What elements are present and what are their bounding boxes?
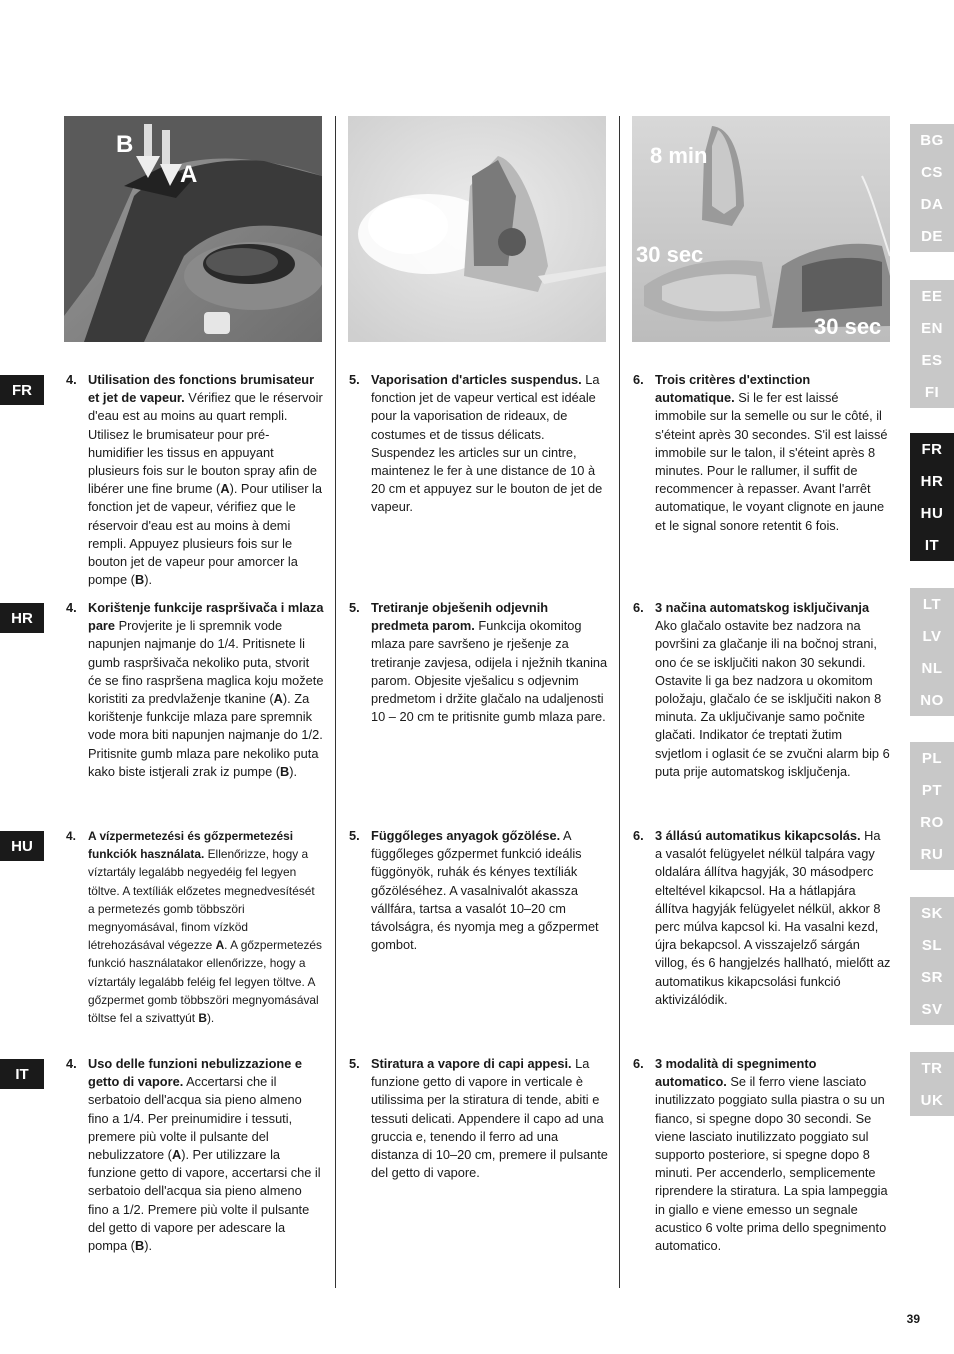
side-lang-nl[interactable]: NL (921, 659, 943, 677)
lang-tab-it: IT (0, 1059, 44, 1089)
column-divider-2 (619, 116, 620, 1288)
side-lang-ru[interactable]: RU (920, 845, 944, 863)
hr-step-5: 5. Tretiranje obješenih odjevnih predmeta parom. Funkcija okomitog mlaza pare savršeno je rješenje za tretiranje zavjesa, odijela i nježnih tkanina parom. Objesite vješalicu s odjevnim predmetom i držite glačalo na udaljenosti 10 – 20 cm te pritisnite gumb mlaza pare. (349, 600, 608, 725)
image-vertical-steam (348, 116, 606, 342)
hu-step-5: 5. Függőleges anyagok gőzölése. A függőleges gőzpermet funkció ideális függönyök, ruhák és kényes textíliák gőzöléséhez. A vasalnivalót akassza vállfára, tartsa a vasalót 10–20 cm távolságra, és nyomja meg a gőzpermet gombot. (349, 828, 599, 953)
side-lang-sk[interactable]: SK (921, 904, 943, 922)
side-lang-pl[interactable]: PL (921, 749, 943, 767)
lang-tab-hu: HU (0, 831, 44, 861)
side-lang-pt[interactable]: PT (921, 781, 943, 799)
side-lang-es[interactable]: ES (921, 351, 943, 369)
side-lang-group-3-active (910, 433, 954, 561)
lang-tab-hr: HR (0, 603, 44, 633)
fr-step-4: 4. Utilisation des fonctions brumisateur et jet de vapeur. Vérifiez que le réservoir d'eau est au moins au quart rempli. Utilisez le brumisateur pour pré-humidifier les tissus en appuyant plusieurs fois sur le bouton spray afin de libérer une fine brume (A). Pour utiliser la fonction jet de vapeur, vérifiez que le réservoir d'eau est au moins à demi rempli. Appuyez plusieurs fois sur le bouton jet de vapeur pour amorcer la pompe (B). (66, 372, 323, 588)
side-lang-group-5 (910, 742, 954, 870)
side-lang-group-6 (910, 897, 954, 1025)
side-lang-en[interactable]: EN (921, 319, 943, 337)
hu-step-6: 6. 3 állású automatikus kikapcsolás. Ha a vasalót felügyelet nélkül talpára vagy oldalára állítva hagyják, 30 másodperc elteltével kikapcsol. Ha a hátlapjára állítva hagyják felügyelet nélkül, akkor 8 perc múlva kapcsol ki. Ha vasalni kezd, újra bekapcsol. A visszajelző sárgán villog, és 6 hangjelzés hallható, mielőtt az automatikus kikapcsolási funkció aktivizálódik. (633, 828, 891, 1007)
label-30-sec-sole: 30 sec (814, 314, 882, 339)
side-lang-group-2 (910, 280, 954, 408)
it-step-4: 4. Uso delle funzioni nebulizzazione e getto di vapore. Accertarsi che il serbatoio dell'acqua sia pieno almeno fino a 1/4. Per preinumidire i tessuti, premere più volte il pulsante del nebulizzatore (A). Per utilizzare la funzione getto di vapore, accertarsi che il serbatoio dell'acqua sia pieno almeno fino a 1/2. Premere più volte il pulsante del getto di vapore per adescare la pompa (B). (66, 1056, 321, 1254)
side-lang-bg[interactable]: BG (920, 131, 944, 149)
side-lang-cs[interactable]: CS (921, 163, 943, 181)
label-30-sec-side: 30 sec (636, 242, 704, 267)
side-lang-group-7 (910, 1052, 954, 1116)
side-lang-lv[interactable]: LV (922, 627, 942, 645)
page-number: 39 (906, 1312, 920, 1326)
side-lang-de[interactable]: DE (921, 227, 943, 245)
side-lang-hu[interactable]: HU (920, 504, 944, 522)
side-lang-ro[interactable]: RO (920, 813, 944, 831)
hr-step-6: 6. 3 načina automatskog isključivanja Ako glačalo ostavite bez nadzora na površini za glačanje ili na bočnoj strani, ono će se isključiti nakon 30 sekundi. Ostavite li ga bez nadzora u okomitom položaju, glačalo će se isključiti nakon 8 minuta. Za uključivanje samo počnite glačati. Indikator će treptati žutim svjetlom i oglasit će se zvučni alarm bip 6 puta prije automatskog isključenja. (633, 600, 890, 779)
side-lang-lt[interactable]: LT (922, 595, 942, 613)
side-lang-sr[interactable]: SR (921, 968, 943, 986)
label-b: B (116, 131, 134, 158)
image-auto-off (632, 116, 890, 342)
hu-step-4: 4. A vízpermetezési és gőzpermetezési funkciók használata. Ellenőrizze, hogy a víztartály legalább negyedéig fel legyen töltve. A textíliák előzetes megnedvesítését a permetezés gomb többszöri megnyomásával, finom vízköd létrehozásával végezze A. A gőzpermetezés funkció használatakor ellenőrizze, hogy a víztartály legalább feléig fel legyen töltve. A gőzpermet gomb többszöri megnyomásával töltse fel a szivattyút B). (66, 829, 322, 1026)
side-lang-group-1 (910, 124, 954, 252)
fr-step-5: 5. Vaporisation d'articles suspendus. La fonction jet de vapeur vertical est idéale pour la vaporisation de rideaux, de costumes et de tissus délicats. Suspendez les articles sur un cintre, maintenez le fer à une distance de 10 à 20 cm et appuyez sur le bouton de jet de vapeur. (349, 372, 603, 515)
side-lang-sl[interactable]: SL (921, 936, 943, 954)
side-lang-group-4 (910, 588, 954, 716)
side-lang-no[interactable]: NO (920, 691, 944, 709)
side-lang-tr[interactable]: TR (921, 1059, 943, 1077)
label-a: A (180, 161, 198, 188)
hr-step-4: 4. Korištenje funkcije raspršivača i mlaza pare Provjerite je li spremnik vode napunjen najmanje do 1/4. Pritisnete li gumb raspršivača nekoliko puta, stvorit će se fino raspršena maglica koju možete koristiti za predvlaženje tkanine (A). Za korištenje funkcije mlaza pare spremnik vode mora biti napunjen najmanje do 1/2. Pritisnite gumb mlaza pare nekoliko puta kako biste istjerali zrak iz pumpe (B). (66, 600, 324, 779)
side-lang-it[interactable]: IT (924, 536, 940, 554)
side-lang-sv[interactable]: SV (921, 1000, 943, 1018)
column-divider-1 (335, 116, 336, 1288)
side-lang-fr[interactable]: FR (921, 440, 943, 458)
label-8-min: 8 min (650, 143, 708, 168)
it-step-6: 6. 3 modalità di spegnimento automatico. Se il ferro viene lasciato inutilizzato poggiato sulla piastra o su un fianco, si spegne dopo 30 secondi. Se viene lasciato inutilizzato poggiato sul supporto posteriore, si spegne dopo 8 minuti. Per accenderlo, semplicemente riprendere la stiratura. La spia lampeggia in giallo e viene emesso un segnale acustico 6 volte prima dello spegnimento automatico. (633, 1056, 888, 1254)
side-lang-uk[interactable]: UK (920, 1091, 944, 1109)
side-lang-fi[interactable]: FI (924, 383, 940, 401)
side-lang-ee[interactable]: EE (921, 287, 943, 305)
fr-step-6: 6. Trois critères d'extinction automatique. Si le fer est laissé immobile sur la semelle ou sur le côté, il s'éteint après 30 secondes. S'il est laissé immobile sur le talon, il s'éteint après 8 minutes. Pour le rallumer, il suffit de recommencer à repasser. Avant l'arrêt automatique, le voyant clignote en jaune et le signal sonore retentit 6 fois. (633, 372, 888, 533)
side-lang-hr[interactable]: HR (920, 472, 944, 490)
lang-tab-fr: FR (0, 375, 44, 405)
image-spray-steam-buttons (64, 116, 322, 342)
side-lang-da[interactable]: DA (920, 195, 944, 213)
it-step-5: 5. Stiratura a vapore di capi appesi. La funzione getto di vapore in verticale è utilissima per la stiratura di tende, abiti e tessuti delicati. Appendere il capo ad una gruccia e, tenendo il ferro ad una distanza di 10–20 cm, premere il pulsante del getto di vapore. (349, 1056, 608, 1181)
